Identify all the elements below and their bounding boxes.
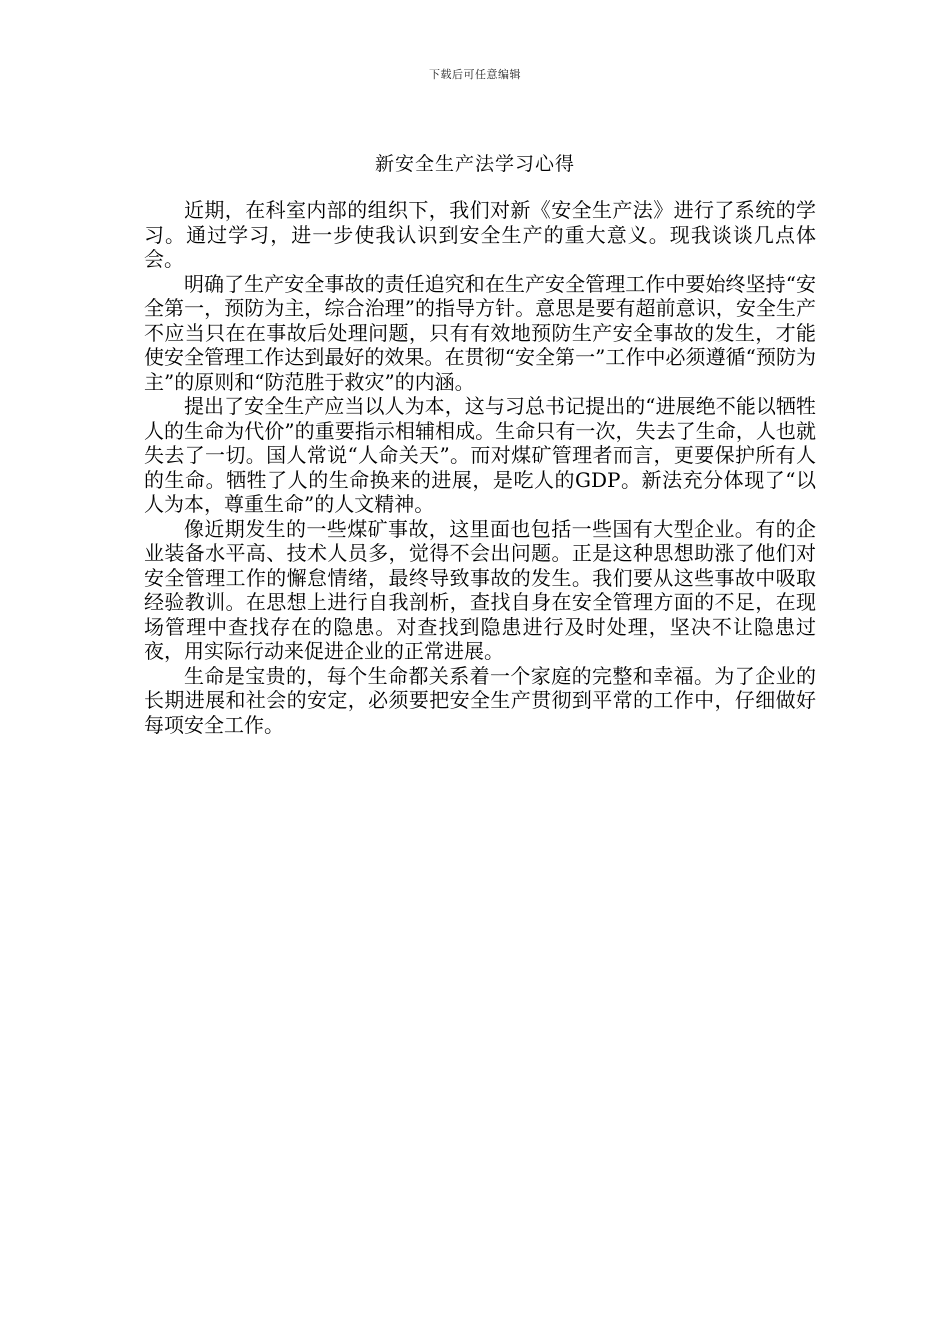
paragraph-1: 近期，在科室内部的组织下，我们对新《安全生产法》进行了系统的学习。通过学习，进一步使我认识到安全生产的重大意义。现我谈谈几点体会。 (144, 198, 816, 271)
paragraph-2: 明确了生产安全事故的责任追究和在生产安全管理工作中要始终坚持“安全第一，预防为主，综合治理”的指导方针。意思是要有超前意识，安全生产不应当只在在事故后处理问题，只有有效地预防生产安全事故的发生，才能使安全管理工作达到最好的效果。在贯彻“安全第一”工作中必须遵循“预防为主”的原则和“防范胜于救灾”的内涵。 (144, 271, 816, 394)
paragraph-3: 提出了安全生产应当以人为本，这与习总书记提出的“进展绝不能以牺牲人的生命为代价”的重要指示相辅相成。生命只有一次，失去了生命，人也就失去了一切。国人常说“人命关天”。而对煤矿管理者而言，更要保护所有人的生命。牺牲了人的生命换来的进展，是吃人的GDP。新法充分体现了“以人为本，尊重生命”的人文精神。 (144, 394, 816, 516)
document-title: 新安全生产法学习心得 (374, 153, 575, 175)
paragraph-4: 像近期发生的一些煤矿事故，这里面也包括一些国有大型企业。有的企业装备水平高、技术人员多，觉得不会出问题。正是这种思想助涨了他们对安全管理工作的懈怠情绪，最终导致事故的发生。我们要从这些事故中吸取经验教训。在思想上进行自我剖析，查找自身在安全管理方面的不足，在现场管理中查找存在的隐患。对查找到隐患进行及时处理，坚决不让隐患过夜，用实际行动来促进企业的正常进展。 (144, 516, 816, 663)
header-note: 下载后可任意编辑 (429, 68, 521, 81)
paragraph-5: 生命是宝贵的，每个生命都关系着一个家庭的完整和幸福。为了企业的长期进展和社会的安定，必须要把安全生产贯彻到平常的工作中，仔细做好每项安全工作。 (144, 663, 816, 737)
document-body (144, 198, 816, 737)
